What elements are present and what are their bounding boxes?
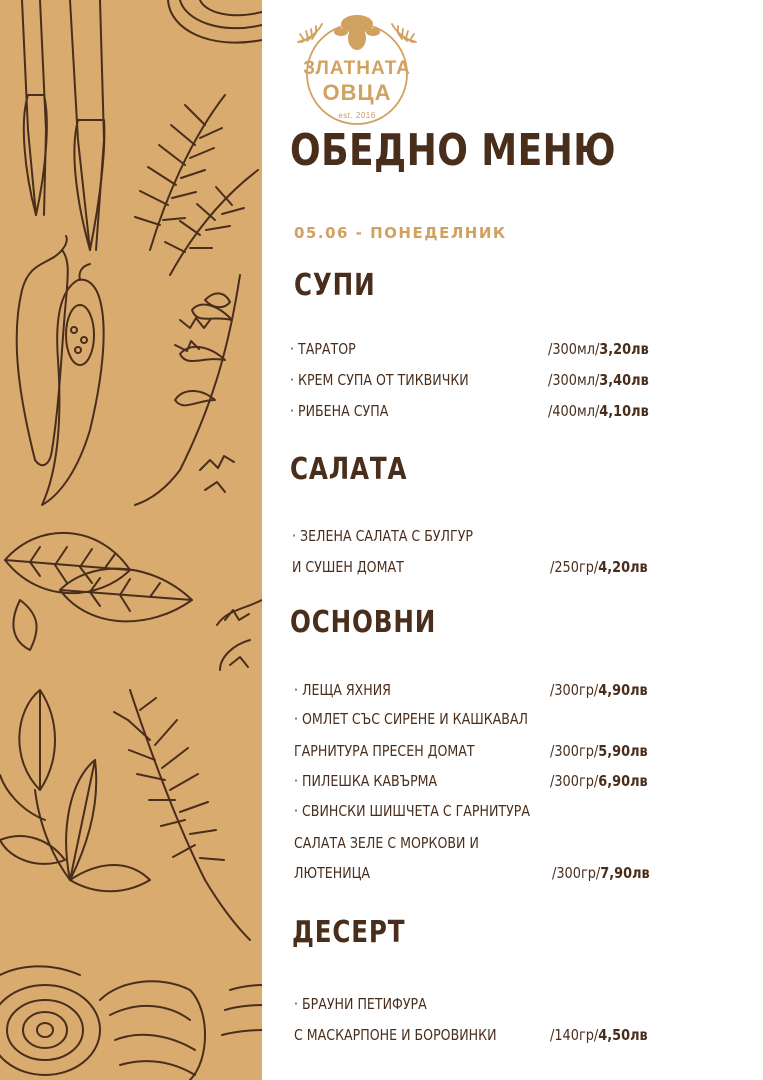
menu-item-line — [294, 862, 694, 884]
menu-item-cost: 4,10лв — [599, 402, 649, 420]
menu-item-line — [294, 708, 694, 730]
menu-item-name: САЛАТА ЗЕЛЕ С МОРКОВИ И — [294, 834, 479, 852]
menu-item-price — [548, 338, 649, 360]
menu-item-name: · РИБЕНА СУПА — [290, 402, 389, 420]
menu-item-cost: 4,50лв — [598, 1026, 648, 1044]
menu-item-qty: /400мл/ — [548, 402, 600, 420]
menu-item-name: ЛЮТЕНИЦА — [294, 864, 371, 882]
herb-illustration — [0, 0, 262, 1080]
menu-item-cost: 4,90лв — [598, 681, 648, 699]
section-title-soups: СУПИ — [294, 268, 376, 303]
menu-item-name: · КРЕМ СУПА ОТ ТИКВИЧКИ — [290, 371, 469, 389]
menu-item-price — [550, 556, 648, 578]
menu-item-name: · БРАУНИ ПЕТИФУРА — [294, 995, 427, 1013]
section-title-salad: САЛАТА — [290, 452, 408, 487]
menu-item-name: · ЛЕЩА ЯХНИЯ — [294, 681, 391, 699]
menu-item-name: · ОМЛЕТ СЪС СИРЕНЕ И КАШКАВАЛ — [294, 710, 529, 728]
menu-item-line — [294, 993, 694, 1015]
menu-item-price — [548, 400, 649, 422]
menu-item-name: · ЗЕЛЕНА САЛАТА С БУЛГУР — [292, 527, 473, 545]
menu-item-cost: 3,20лв — [599, 340, 649, 358]
logo-name-line1: ЗЛАТНАТА — [303, 58, 411, 79]
section-title-dessert: ДЕСЕРТ — [292, 915, 406, 950]
menu-item-price — [550, 770, 648, 792]
menu-item-qty: /300мл/ — [548, 340, 600, 358]
menu-item-line — [294, 740, 694, 762]
menu-item-line — [294, 800, 694, 822]
herb-illustration-panel — [0, 0, 262, 1080]
menu-item-line — [294, 679, 694, 701]
menu-item-qty: /140гр/ — [550, 1026, 599, 1044]
menu-item-qty: /300гр/ — [550, 772, 599, 790]
menu-item-price — [548, 369, 649, 391]
menu-item-name: · ПИЛЕШКА КАВЪРМА — [294, 772, 438, 790]
menu-item-line — [290, 369, 690, 391]
menu-item-line — [294, 832, 694, 854]
menu-item-cost: 3,40лв — [599, 371, 649, 389]
menu-item-price — [552, 862, 650, 884]
menu-item-line — [294, 770, 694, 792]
menu-item-qty: /250гр/ — [550, 558, 599, 576]
menu-item-cost: 6,90лв — [598, 772, 648, 790]
restaurant-logo — [292, 10, 422, 128]
logo-established: est. 2016 — [338, 111, 376, 120]
menu-item-name: · СВИНСКИ ШИШЧЕТА С ГАРНИТУРА — [294, 802, 531, 820]
menu-item-line — [290, 338, 690, 360]
menu-item-qty: /300мл/ — [548, 371, 600, 389]
menu-item-cost: 5,90лв — [598, 742, 648, 760]
menu-item-cost: 4,20лв — [598, 558, 648, 576]
menu-item-line — [292, 525, 692, 547]
menu-item-line — [292, 556, 692, 578]
menu-item-line — [290, 400, 690, 422]
menu-date: 05.06 - ПОНЕДЕЛНИК — [294, 224, 507, 242]
section-title-mains: ОСНОВНИ — [290, 605, 437, 640]
menu-item-price — [550, 679, 648, 701]
menu-item-price — [550, 740, 648, 762]
menu-content — [262, 0, 763, 1080]
menu-item-name: И СУШЕН ДОМАТ — [292, 558, 404, 576]
menu-item-name: С МАСКАРПОНЕ И БОРОВИНКИ — [294, 1026, 497, 1044]
menu-item-line — [294, 1024, 694, 1046]
menu-item-price — [550, 1024, 648, 1046]
menu-title: ОБЕДНО МЕНЮ — [290, 125, 616, 176]
menu-item-cost: 7,90лв — [600, 864, 650, 882]
menu-item-qty: /300гр/ — [550, 742, 599, 760]
logo-name-line2: ОВЦА — [322, 80, 392, 105]
menu-item-qty: /300гр/ — [550, 681, 599, 699]
menu-item-name: · ТАРАТОР — [290, 340, 356, 358]
menu-item-qty: /300гр/ — [552, 864, 601, 882]
menu-item-name: ГАРНИТУРА ПРЕСЕН ДОМАТ — [294, 742, 475, 760]
